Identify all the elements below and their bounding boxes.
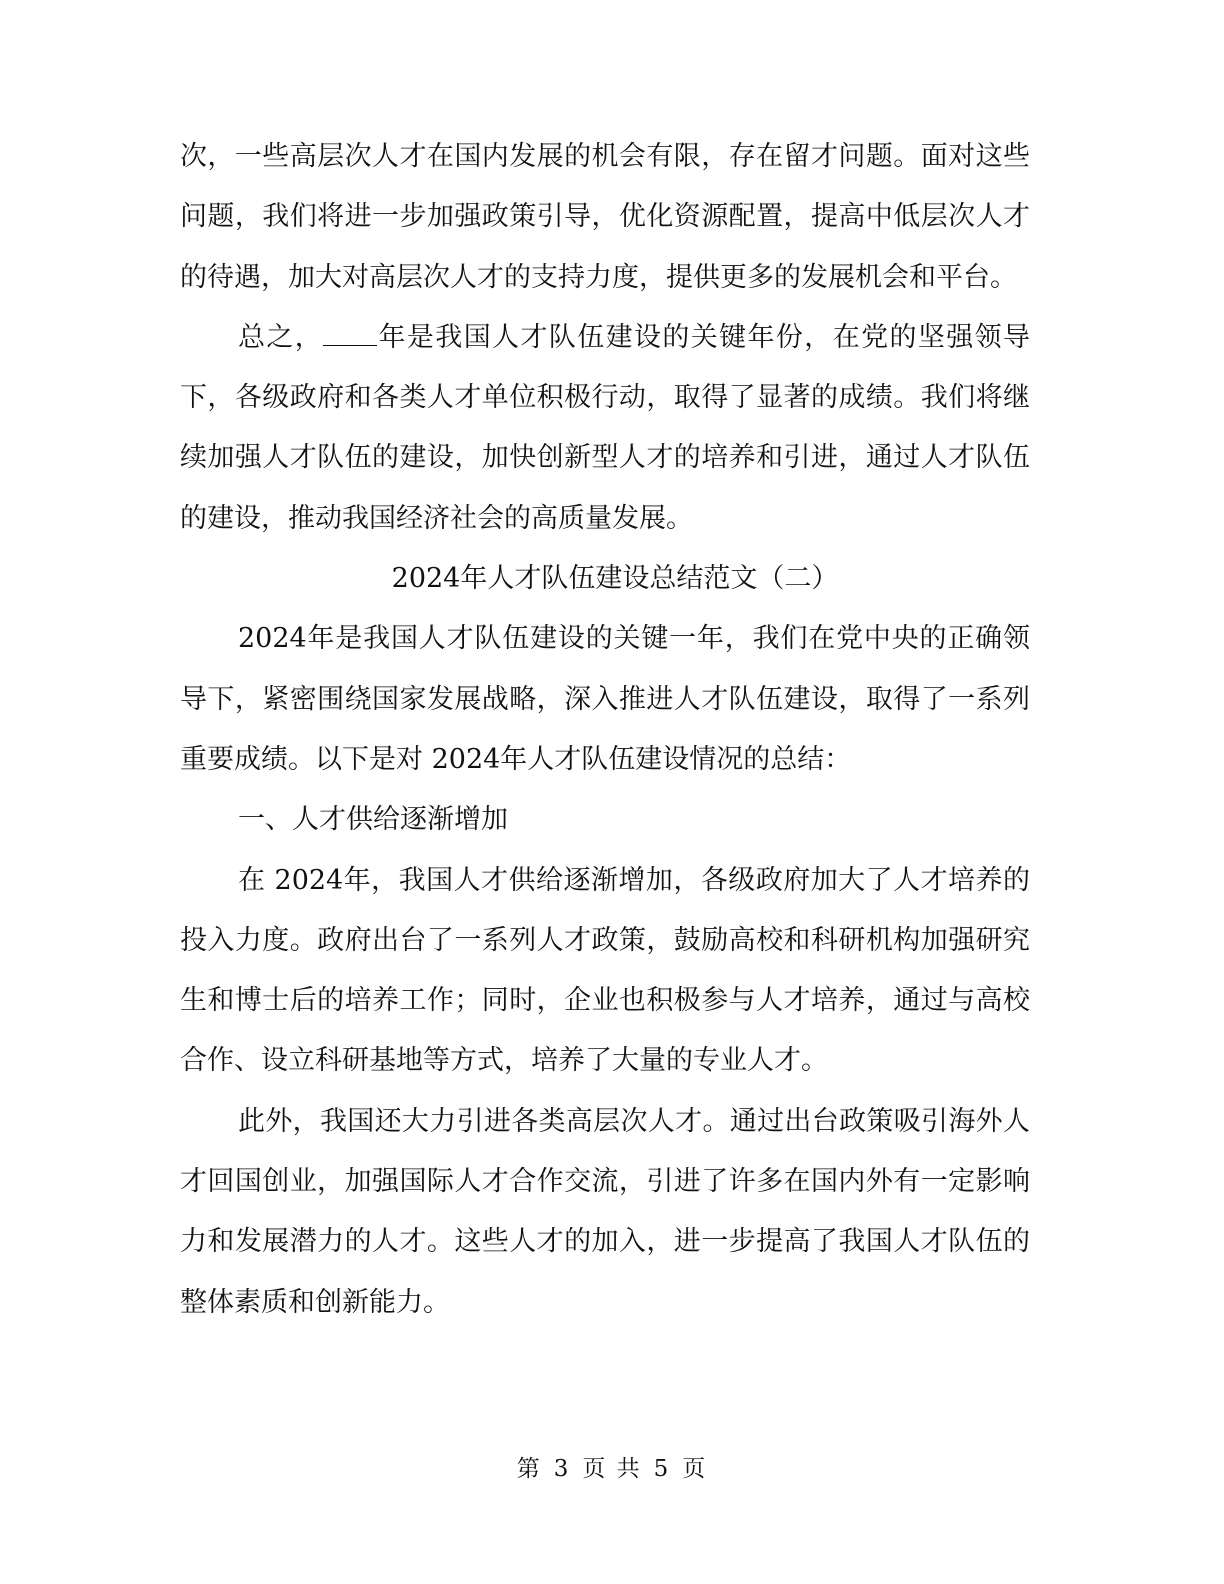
subheading-talent-supply: 一、人才供给逐渐增加 bbox=[238, 804, 508, 836]
paragraph-conclusion bbox=[180, 308, 1030, 549]
paragraph-conclusion-lead: 总之， bbox=[238, 321, 324, 353]
paragraph-conclusion-rest: 年是我国人才队伍建设的关键年份，在党的坚强领导下，各级政府和各类人才单位积极行动，取得了显著的成绩。我们将继续加强人才队伍的建设，加快创新型人才的培养和引进，通过人才队伍的建设，推动我国经济社会的高质量发展。 bbox=[180, 321, 1031, 534]
footer-page-number: 3 bbox=[553, 1456, 571, 1482]
footer-suffix: 页 bbox=[682, 1456, 708, 1482]
footer-middle: 页 共 bbox=[582, 1456, 642, 1482]
footer-total-pages: 5 bbox=[653, 1456, 671, 1482]
paragraph-talent-introduction: 此外，我国还大力引进各类高层次人才。通过出台政策吸引海外人才回国创业，加强国际人才合作交流，引进了许多在国内外有一定影响力和发展潜力的人才。这些人才的加入，进一步提高了我国人才队伍的整体素质和创新能力。 bbox=[180, 1105, 1030, 1318]
page-footer bbox=[0, 1450, 1224, 1483]
document-body bbox=[180, 127, 1030, 1333]
paragraph-continuation: 次，一些高层次人才在国内发展的机会有限，存在留才问题。面对这些问题，我们将进一步加强政策引导，优化资源配置，提高中低层次人才的待遇，加大对高层次人才的支持力度，提供更多的发展机会和平台。 bbox=[180, 141, 1030, 293]
paragraph-intro: 2024年是我国人才队伍建设的关键一年，我们在党中央的正确领导下，紧密围绕国家发展战略，深入推进人才队伍建设，取得了一系列重要成绩。以下是对 2024年人才队伍建设情况的总结： bbox=[180, 623, 1030, 775]
fill-in-blank bbox=[323, 325, 377, 346]
footer-prefix: 第 bbox=[516, 1456, 542, 1482]
section-title: 2024年人才队伍建设总结范文（二） bbox=[391, 563, 839, 595]
paragraph-talent-supply: 在 2024年，我国人才供给逐渐增加，各级政府加大了人才培养的投入力度。政府出台了一系列人才政策，鼓励高校和科研机构加强研究生和博士后的培养工作；同时，企业也积极参与人才培养，通过与高校合作、设立科研基地等方式，培养了大量的专业人才。 bbox=[180, 864, 1030, 1077]
